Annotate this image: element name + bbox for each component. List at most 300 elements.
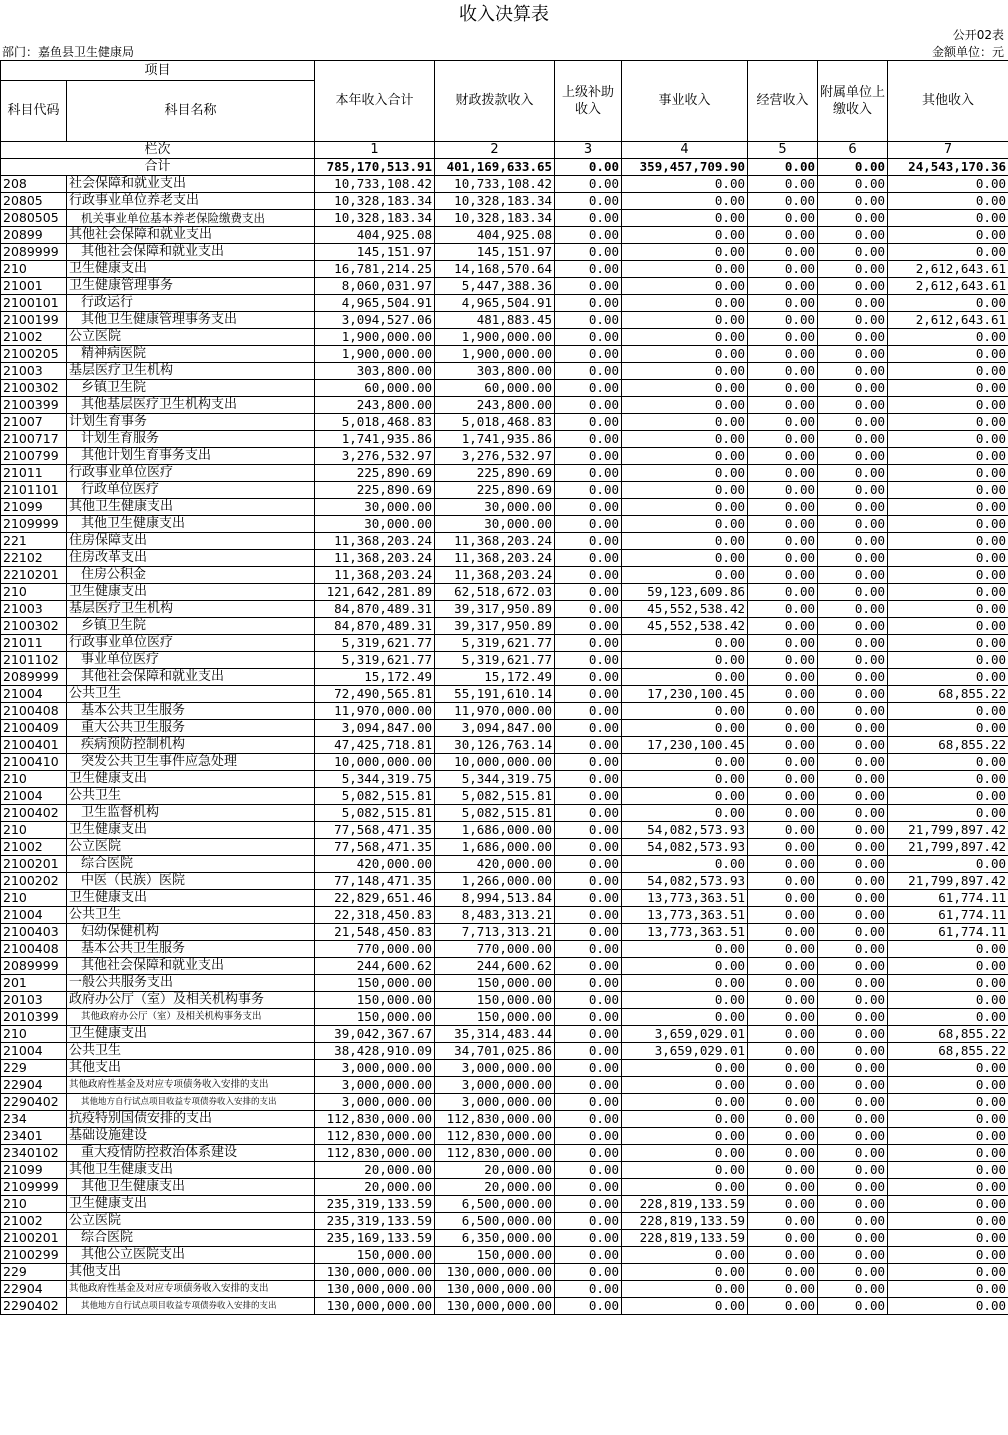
amount-cell: 0.00 bbox=[818, 227, 888, 244]
amount-cell: 130,000,000.00 bbox=[435, 1281, 555, 1298]
amount-cell: 3,094,527.06 bbox=[315, 312, 435, 329]
amount-cell: 0.00 bbox=[622, 363, 748, 380]
subject-name: 卫生健康支出 bbox=[67, 771, 315, 788]
amount-cell: 0.00 bbox=[555, 1179, 622, 1196]
amount-cell: 0.00 bbox=[888, 941, 1008, 958]
subject-name: 机关事业单位基本养老保险缴费支出 bbox=[67, 210, 315, 227]
table-row bbox=[1, 1230, 1008, 1247]
amount-cell: 0.00 bbox=[622, 1281, 748, 1298]
amount-cell: 3,276,532.97 bbox=[315, 448, 435, 465]
subject-code: 201 bbox=[1, 975, 67, 992]
subject-code: 2101102 bbox=[1, 652, 67, 669]
amount-cell: 0.00 bbox=[818, 805, 888, 822]
subject-code: 21004 bbox=[1, 686, 67, 703]
subject-name: 公共卫生 bbox=[67, 907, 315, 924]
amount-cell: 2,612,643.61 bbox=[888, 312, 1008, 329]
amount-cell: 0.00 bbox=[888, 1094, 1008, 1111]
amount-cell: 225,890.69 bbox=[435, 465, 555, 482]
amount-cell: 0.00 bbox=[818, 261, 888, 278]
subject-code: 21003 bbox=[1, 601, 67, 618]
amount-cell: 0.00 bbox=[818, 720, 888, 737]
amount-cell: 0.00 bbox=[888, 193, 1008, 210]
subject-name: 其他社会保障和就业支出 bbox=[67, 958, 315, 975]
amount-cell: 3,000,000.00 bbox=[315, 1077, 435, 1094]
table-row bbox=[1, 567, 1008, 584]
table-row bbox=[1, 414, 1008, 431]
subject-code: 210 bbox=[1, 822, 67, 839]
amount-cell: 0.00 bbox=[748, 1162, 818, 1179]
subject-name: 重大疫情防控救治体系建设 bbox=[67, 1145, 315, 1162]
amount-cell: 0.00 bbox=[748, 839, 818, 856]
amount-cell: 0.00 bbox=[748, 1196, 818, 1213]
table-row bbox=[1, 346, 1008, 363]
amount-cell: 0.00 bbox=[622, 754, 748, 771]
amount-cell: 15,172.49 bbox=[315, 669, 435, 686]
amount-cell: 0.00 bbox=[888, 1077, 1008, 1094]
amount-cell: 0.00 bbox=[888, 788, 1008, 805]
amount-cell: 0.00 bbox=[888, 499, 1008, 516]
amount-cell: 0.00 bbox=[748, 329, 818, 346]
amount-cell: 0.00 bbox=[748, 669, 818, 686]
table-row bbox=[1, 1009, 1008, 1026]
table-row bbox=[1, 856, 1008, 873]
table-row bbox=[1, 754, 1008, 771]
amount-cell: 0.00 bbox=[818, 924, 888, 941]
amount-cell: 0.00 bbox=[622, 278, 748, 295]
amount-cell: 38,428,910.09 bbox=[315, 1043, 435, 1060]
amount-cell: 0.00 bbox=[818, 346, 888, 363]
amount-cell: 0.00 bbox=[748, 635, 818, 652]
amount-cell: 0.00 bbox=[748, 193, 818, 210]
subject-code: 21004 bbox=[1, 788, 67, 805]
subject-code: 208 bbox=[1, 176, 67, 193]
table-row bbox=[1, 907, 1008, 924]
table-row bbox=[1, 1026, 1008, 1043]
amount-cell: 0.00 bbox=[555, 210, 622, 227]
amount-cell: 130,000,000.00 bbox=[435, 1298, 555, 1315]
subject-code: 210 bbox=[1, 584, 67, 601]
amount-cell: 77,568,471.35 bbox=[315, 839, 435, 856]
amount-cell: 0.00 bbox=[622, 1247, 748, 1264]
amount-cell: 0.00 bbox=[818, 788, 888, 805]
amount-cell: 0.00 bbox=[555, 227, 622, 244]
amount-cell: 39,317,950.89 bbox=[435, 618, 555, 635]
amount-cell: 0.00 bbox=[622, 533, 748, 550]
amount-cell: 0.00 bbox=[818, 567, 888, 584]
amount-cell: 0.00 bbox=[818, 1128, 888, 1145]
amount-cell: 0.00 bbox=[818, 414, 888, 431]
amount-cell: 0.00 bbox=[622, 329, 748, 346]
subject-name: 其他地方自行试点项目收益专项债券收入安排的支出 bbox=[67, 1094, 315, 1111]
amount-cell: 11,970,000.00 bbox=[315, 703, 435, 720]
subject-code: 2100399 bbox=[1, 397, 67, 414]
column-number: 4 bbox=[622, 142, 748, 159]
amount-cell: 0.00 bbox=[555, 1128, 622, 1145]
amount-cell: 0.00 bbox=[888, 210, 1008, 227]
amount-cell: 0.00 bbox=[818, 822, 888, 839]
subject-name: 其他社会保障和就业支出 bbox=[67, 244, 315, 261]
subject-code: 2100205 bbox=[1, 346, 67, 363]
amount-cell: 5,319,621.77 bbox=[435, 652, 555, 669]
amount-cell: 84,870,489.31 bbox=[315, 601, 435, 618]
subject-name: 住房保障支出 bbox=[67, 533, 315, 550]
amount-cell: 420,000.00 bbox=[315, 856, 435, 873]
amount-cell: 0.00 bbox=[555, 754, 622, 771]
amount-cell: 150,000.00 bbox=[315, 1247, 435, 1264]
amount-cell: 4,965,504.91 bbox=[435, 295, 555, 312]
table-row bbox=[1, 380, 1008, 397]
table-row bbox=[1, 1145, 1008, 1162]
amount-cell: 0.00 bbox=[888, 533, 1008, 550]
department-label: 部门：嘉鱼县卫生健康局 bbox=[2, 45, 135, 59]
subject-name: 行政事业单位医疗 bbox=[67, 465, 315, 482]
amount-cell: 0.00 bbox=[555, 1043, 622, 1060]
amount-cell: 0.00 bbox=[622, 771, 748, 788]
form-number: 公开02表 bbox=[952, 28, 1004, 42]
amount-cell: 0.00 bbox=[622, 176, 748, 193]
amount-cell: 10,328,183.34 bbox=[315, 193, 435, 210]
subject-code: 20103 bbox=[1, 992, 67, 1009]
amount-cell: 13,773,363.51 bbox=[622, 924, 748, 941]
amount-cell: 150,000.00 bbox=[315, 1009, 435, 1026]
amount-cell: 5,018,468.83 bbox=[435, 414, 555, 431]
amount-cell: 68,855.22 bbox=[888, 737, 1008, 754]
amount-cell: 0.00 bbox=[748, 703, 818, 720]
amount-cell: 150,000.00 bbox=[435, 992, 555, 1009]
subject-name: 重大公共卫生服务 bbox=[67, 720, 315, 737]
table-row bbox=[1, 822, 1008, 839]
amount-cell: 0.00 bbox=[555, 1094, 622, 1111]
amount-cell: 420,000.00 bbox=[435, 856, 555, 873]
subject-name: 住房改革支出 bbox=[67, 550, 315, 567]
amount-cell: 0.00 bbox=[622, 1009, 748, 1026]
subject-code: 2210201 bbox=[1, 567, 67, 584]
table-row bbox=[1, 958, 1008, 975]
amount-cell: 0.00 bbox=[622, 1094, 748, 1111]
subject-name: 住房公积金 bbox=[67, 567, 315, 584]
amount-cell: 0.00 bbox=[555, 635, 622, 652]
amount-cell: 228,819,133.59 bbox=[622, 1213, 748, 1230]
amount-cell: 5,082,515.81 bbox=[435, 788, 555, 805]
amount-cell: 0.00 bbox=[748, 873, 818, 890]
amount-cell: 0.00 bbox=[818, 754, 888, 771]
table-row bbox=[1, 618, 1008, 635]
subject-name: 其他政府性基金及对应专项债务收入安排的支出 bbox=[67, 1281, 315, 1298]
amount-cell: 30,000.00 bbox=[435, 516, 555, 533]
amount-cell: 0.00 bbox=[888, 635, 1008, 652]
amount-cell: 0.00 bbox=[748, 1094, 818, 1111]
table-row bbox=[1, 1264, 1008, 1281]
subject-code: 2100402 bbox=[1, 805, 67, 822]
subject-name: 社会保障和就业支出 bbox=[67, 176, 315, 193]
amount-cell: 0.00 bbox=[888, 1162, 1008, 1179]
amount-cell: 0.00 bbox=[888, 1264, 1008, 1281]
amount-cell: 0.00 bbox=[555, 1026, 622, 1043]
amount-cell: 0.00 bbox=[748, 1111, 818, 1128]
amount-cell: 0.00 bbox=[555, 941, 622, 958]
amount-cell: 0.00 bbox=[888, 414, 1008, 431]
table-row bbox=[1, 363, 1008, 380]
amount-cell: 0.00 bbox=[748, 1264, 818, 1281]
subject-name: 一般公共服务支出 bbox=[67, 975, 315, 992]
amount-cell: 77,568,471.35 bbox=[315, 822, 435, 839]
amount-cell: 0.00 bbox=[748, 1281, 818, 1298]
table-row bbox=[1, 1213, 1008, 1230]
subject-name: 其他公立医院支出 bbox=[67, 1247, 315, 1264]
amount-cell: 39,042,367.67 bbox=[315, 1026, 435, 1043]
subject-name: 其他政府性基金及对应专项债务收入安排的支出 bbox=[67, 1077, 315, 1094]
amount-cell: 0.00 bbox=[818, 1196, 888, 1213]
amount-cell: 0.00 bbox=[888, 363, 1008, 380]
amount-cell: 0.00 bbox=[555, 669, 622, 686]
amount-cell: 0.00 bbox=[622, 261, 748, 278]
table-row bbox=[1, 397, 1008, 414]
subject-name: 基层医疗卫生机构 bbox=[67, 601, 315, 618]
table-row bbox=[1, 1179, 1008, 1196]
amount-cell: 130,000,000.00 bbox=[315, 1298, 435, 1315]
amount-cell: 225,890.69 bbox=[315, 465, 435, 482]
amount-cell: 0.00 bbox=[888, 1179, 1008, 1196]
table-row bbox=[1, 584, 1008, 601]
subject-code: 2089999 bbox=[1, 958, 67, 975]
amount-cell: 68,855.22 bbox=[888, 686, 1008, 703]
subject-code: 2100201 bbox=[1, 856, 67, 873]
amount-cell: 10,733,108.42 bbox=[435, 176, 555, 193]
amount-cell: 61,774.11 bbox=[888, 907, 1008, 924]
amount-cell: 0.00 bbox=[622, 499, 748, 516]
subject-name: 其他支出 bbox=[67, 1264, 315, 1281]
subject-name: 其他卫生健康支出 bbox=[67, 1179, 315, 1196]
amount-cell: 0.00 bbox=[748, 584, 818, 601]
amount-cell: 0.00 bbox=[888, 618, 1008, 635]
amount-cell: 11,368,203.24 bbox=[315, 567, 435, 584]
amount-cell: 61,774.11 bbox=[888, 890, 1008, 907]
amount-cell: 60,000.00 bbox=[435, 380, 555, 397]
header-code: 科目代码 bbox=[1, 81, 67, 142]
subject-code: 21004 bbox=[1, 1043, 67, 1060]
column-number: 1 bbox=[315, 142, 435, 159]
amount-cell: 0.00 bbox=[818, 363, 888, 380]
amount-cell: 0.00 bbox=[818, 1230, 888, 1247]
amount-cell: 0.00 bbox=[748, 1009, 818, 1026]
subject-name: 基本公共卫生服务 bbox=[67, 941, 315, 958]
amount-cell: 0.00 bbox=[748, 346, 818, 363]
amount-cell: 0.00 bbox=[622, 958, 748, 975]
amount-cell: 2,612,643.61 bbox=[888, 278, 1008, 295]
amount-cell: 11,368,203.24 bbox=[435, 550, 555, 567]
table-row bbox=[1, 295, 1008, 312]
subject-code: 21002 bbox=[1, 1213, 67, 1230]
subject-name: 突发公共卫生事件应急处理 bbox=[67, 754, 315, 771]
amount-cell: 0.00 bbox=[555, 873, 622, 890]
amount-cell: 5,319,621.77 bbox=[315, 635, 435, 652]
amount-cell: 0.00 bbox=[888, 448, 1008, 465]
amount-cell: 0.00 bbox=[818, 482, 888, 499]
amount-cell: 2,612,643.61 bbox=[888, 261, 1008, 278]
amount-cell: 0.00 bbox=[748, 482, 818, 499]
amount-cell: 0.00 bbox=[888, 584, 1008, 601]
amount-cell: 0.00 bbox=[818, 890, 888, 907]
amount-cell: 21,548,450.83 bbox=[315, 924, 435, 941]
amount-cell: 0.00 bbox=[888, 516, 1008, 533]
table-row bbox=[1, 941, 1008, 958]
amount-cell: 0.00 bbox=[555, 397, 622, 414]
subject-name: 公立医院 bbox=[67, 839, 315, 856]
header-col-1: 本年收入合计 bbox=[315, 61, 435, 142]
amount-cell: 0.00 bbox=[555, 550, 622, 567]
amount-cell: 0.00 bbox=[555, 295, 622, 312]
amount-cell: 0.00 bbox=[555, 465, 622, 482]
amount-cell: 0.00 bbox=[888, 567, 1008, 584]
amount-cell: 0.00 bbox=[818, 737, 888, 754]
amount-cell: 0.00 bbox=[555, 1077, 622, 1094]
subject-code: 2290402 bbox=[1, 1094, 67, 1111]
amount-cell: 404,925.08 bbox=[315, 227, 435, 244]
amount-cell: 0.00 bbox=[748, 686, 818, 703]
amount-cell: 0.00 bbox=[888, 669, 1008, 686]
amount-cell: 0.00 bbox=[555, 312, 622, 329]
subject-code: 2089999 bbox=[1, 244, 67, 261]
amount-cell: 0.00 bbox=[818, 669, 888, 686]
amount-cell: 0.00 bbox=[748, 958, 818, 975]
total-label: 合计 bbox=[1, 159, 315, 176]
amount-cell: 0.00 bbox=[888, 601, 1008, 618]
amount-cell: 1,900,000.00 bbox=[435, 329, 555, 346]
table-row bbox=[1, 1111, 1008, 1128]
amount-cell: 0.00 bbox=[748, 1247, 818, 1264]
amount-cell: 84,870,489.31 bbox=[315, 618, 435, 635]
amount-cell: 0.00 bbox=[555, 567, 622, 584]
subject-name: 抗疫特别国债安排的支出 bbox=[67, 1111, 315, 1128]
amount-cell: 5,018,468.83 bbox=[315, 414, 435, 431]
table-row bbox=[1, 992, 1008, 1009]
amount-cell: 10,000,000.00 bbox=[435, 754, 555, 771]
amount-cell: 6,500,000.00 bbox=[435, 1213, 555, 1230]
subject-name: 基层医疗卫生机构 bbox=[67, 363, 315, 380]
subject-code: 2100302 bbox=[1, 380, 67, 397]
subject-name: 公立医院 bbox=[67, 329, 315, 346]
amount-cell: 0.00 bbox=[555, 278, 622, 295]
subject-code: 2109999 bbox=[1, 1179, 67, 1196]
amount-cell: 3,000,000.00 bbox=[315, 1060, 435, 1077]
amount-cell: 0.00 bbox=[748, 720, 818, 737]
amount-cell: 0.00 bbox=[888, 244, 1008, 261]
amount-cell: 0.00 bbox=[888, 482, 1008, 499]
column-number: 6 bbox=[818, 142, 888, 159]
amount-cell: 0.00 bbox=[555, 1145, 622, 1162]
amount-cell: 0.00 bbox=[818, 839, 888, 856]
subject-code: 2010399 bbox=[1, 1009, 67, 1026]
subject-code: 234 bbox=[1, 1111, 67, 1128]
income-table bbox=[0, 60, 1008, 1315]
amount-cell: 150,000.00 bbox=[315, 975, 435, 992]
amount-cell: 0.00 bbox=[622, 652, 748, 669]
subject-name: 卫生健康支出 bbox=[67, 890, 315, 907]
subject-name: 疾病预防控制机构 bbox=[67, 737, 315, 754]
subject-code: 2089999 bbox=[1, 669, 67, 686]
table-row bbox=[1, 635, 1008, 652]
amount-cell: 0.00 bbox=[555, 1196, 622, 1213]
amount-cell: 4,965,504.91 bbox=[315, 295, 435, 312]
amount-cell: 0.00 bbox=[818, 703, 888, 720]
amount-cell: 0.00 bbox=[555, 1009, 622, 1026]
total-cell: 785,170,513.91 bbox=[315, 159, 435, 176]
amount-cell: 112,830,000.00 bbox=[435, 1128, 555, 1145]
amount-cell: 235,319,133.59 bbox=[315, 1196, 435, 1213]
amount-cell: 0.00 bbox=[888, 346, 1008, 363]
amount-cell: 1,741,935.86 bbox=[435, 431, 555, 448]
amount-cell: 0.00 bbox=[818, 907, 888, 924]
header-col-6-text: 附属单位上缴收入 bbox=[820, 85, 886, 117]
amount-cell: 0.00 bbox=[622, 1162, 748, 1179]
subject-code: 2100202 bbox=[1, 873, 67, 890]
table-row bbox=[1, 533, 1008, 550]
amount-cell: 0.00 bbox=[818, 652, 888, 669]
amount-cell: 0.00 bbox=[818, 635, 888, 652]
amount-cell: 3,000,000.00 bbox=[315, 1094, 435, 1111]
amount-cell: 0.00 bbox=[622, 941, 748, 958]
amount-cell: 21,799,897.42 bbox=[888, 873, 1008, 890]
table-row bbox=[1, 686, 1008, 703]
table-row bbox=[1, 499, 1008, 516]
amount-cell: 0.00 bbox=[818, 295, 888, 312]
amount-cell: 0.00 bbox=[888, 1298, 1008, 1315]
amount-cell: 0.00 bbox=[748, 601, 818, 618]
amount-cell: 34,701,025.86 bbox=[435, 1043, 555, 1060]
amount-cell: 0.00 bbox=[888, 329, 1008, 346]
amount-cell: 0.00 bbox=[622, 975, 748, 992]
amount-cell: 0.00 bbox=[555, 1230, 622, 1247]
amount-cell: 0.00 bbox=[748, 907, 818, 924]
amount-cell: 0.00 bbox=[622, 635, 748, 652]
amount-cell: 130,000,000.00 bbox=[435, 1264, 555, 1281]
amount-cell: 30,000.00 bbox=[435, 499, 555, 516]
amount-cell: 0.00 bbox=[555, 839, 622, 856]
amount-cell: 130,000,000.00 bbox=[315, 1264, 435, 1281]
amount-cell: 10,328,183.34 bbox=[315, 210, 435, 227]
amount-cell: 13,773,363.51 bbox=[622, 890, 748, 907]
amount-cell: 145,151.97 bbox=[315, 244, 435, 261]
table-row bbox=[1, 1247, 1008, 1264]
header-col-3 bbox=[555, 61, 622, 142]
subject-name: 公共卫生 bbox=[67, 1043, 315, 1060]
table-row bbox=[1, 873, 1008, 890]
amount-cell: 0.00 bbox=[555, 499, 622, 516]
dept-line bbox=[0, 44, 1008, 61]
amount-cell: 0.00 bbox=[818, 1111, 888, 1128]
total-cell: 0.00 bbox=[748, 159, 818, 176]
amount-cell: 0.00 bbox=[622, 703, 748, 720]
amount-cell: 0.00 bbox=[622, 1077, 748, 1094]
amount-cell: 0.00 bbox=[888, 720, 1008, 737]
amount-cell: 11,368,203.24 bbox=[315, 550, 435, 567]
amount-cell: 0.00 bbox=[622, 448, 748, 465]
table-row bbox=[1, 1196, 1008, 1213]
amount-cell: 0.00 bbox=[888, 1128, 1008, 1145]
subject-code: 2290402 bbox=[1, 1298, 67, 1315]
table-row bbox=[1, 227, 1008, 244]
amount-cell: 0.00 bbox=[818, 193, 888, 210]
amount-cell: 0.00 bbox=[555, 703, 622, 720]
amount-cell: 0.00 bbox=[818, 1264, 888, 1281]
subject-name: 卫生健康支出 bbox=[67, 1196, 315, 1213]
amount-cell: 0.00 bbox=[555, 618, 622, 635]
column-number-label: 栏次 bbox=[1, 142, 315, 159]
subject-name: 精神病医院 bbox=[67, 346, 315, 363]
amount-cell: 0.00 bbox=[748, 924, 818, 941]
amount-cell: 0.00 bbox=[555, 533, 622, 550]
amount-cell: 1,686,000.00 bbox=[435, 822, 555, 839]
